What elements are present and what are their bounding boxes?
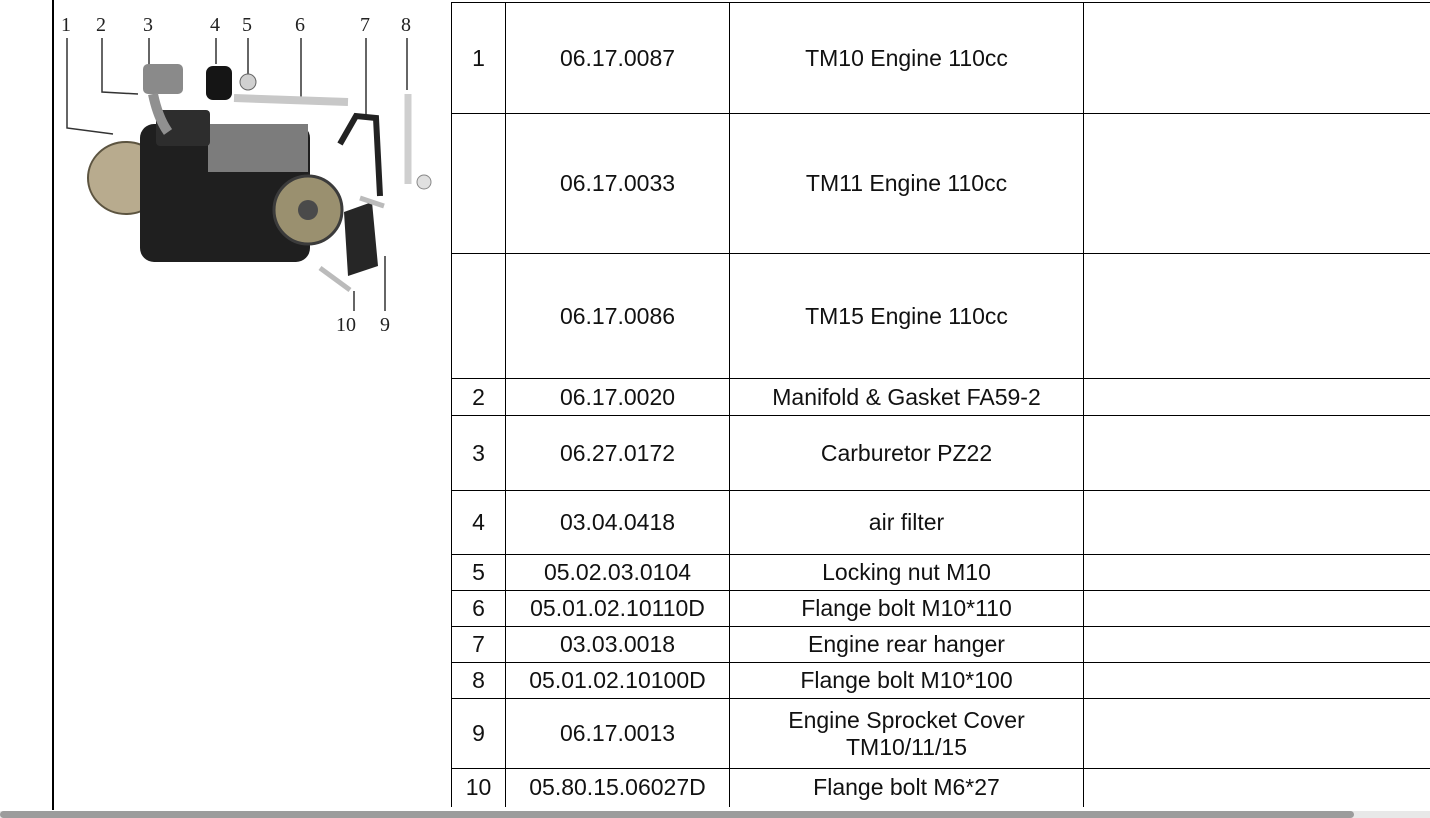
item-number-cell: 5	[452, 555, 506, 591]
table-row	[452, 627, 1430, 663]
part-name-cell: TM15 Engine 110cc	[730, 254, 1084, 379]
part-name-cell: TM10 Engine 110cc	[730, 3, 1084, 114]
callout-6: 6	[295, 14, 305, 36]
notes-cell	[1084, 699, 1430, 769]
callout-8: 8	[401, 14, 411, 36]
part-code-cell: 06.17.0033	[506, 114, 730, 254]
item-number-cell: 7	[452, 627, 506, 663]
table-row	[452, 416, 1430, 491]
table-row	[452, 254, 1430, 379]
notes-cell	[1084, 254, 1430, 379]
part-code-cell: 06.17.0020	[506, 379, 730, 416]
part-name-cell: Flange bolt M10*100	[730, 663, 1084, 699]
part-code-cell: 06.17.0086	[506, 254, 730, 379]
callout-10: 10	[336, 314, 356, 336]
table-row	[452, 699, 1430, 769]
notes-cell	[1084, 3, 1430, 114]
table-row	[452, 663, 1430, 699]
item-number-cell	[452, 254, 506, 379]
notes-cell	[1084, 416, 1430, 491]
item-number-cell: 10	[452, 769, 506, 807]
engine-exploded-diagram	[58, 6, 448, 346]
left-border-line	[52, 0, 54, 810]
part-name-cell: TM11 Engine 110cc	[730, 114, 1084, 254]
part-code-cell: 06.27.0172	[506, 416, 730, 491]
part-code-cell: 03.03.0018	[506, 627, 730, 663]
notes-cell	[1084, 491, 1430, 555]
callout-2: 2	[96, 14, 106, 36]
item-number-cell: 6	[452, 591, 506, 627]
item-number-cell: 1	[452, 3, 506, 114]
horizontal-scrollbar[interactable]	[0, 811, 1430, 818]
item-number-cell: 3	[452, 416, 506, 491]
scrollbar-thumb[interactable]	[0, 811, 1354, 818]
part-name-cell: Carburetor PZ22	[730, 416, 1084, 491]
callout-4: 4	[210, 14, 220, 36]
part-code-cell: 03.04.0418	[506, 491, 730, 555]
part-name-cell: Locking nut M10	[730, 555, 1084, 591]
table-row	[452, 3, 1430, 114]
part-name-cell: Engine rear hanger	[730, 627, 1084, 663]
item-number-cell: 4	[452, 491, 506, 555]
table-row	[452, 114, 1430, 254]
part-code-cell: 05.80.15.06027D	[506, 769, 730, 807]
notes-cell	[1084, 555, 1430, 591]
part-name-cell: air filter	[730, 491, 1084, 555]
callout-5: 5	[242, 14, 252, 36]
table-row	[452, 379, 1430, 416]
part-code-cell: 06.17.0087	[506, 3, 730, 114]
table-row	[452, 591, 1430, 627]
notes-cell	[1084, 769, 1430, 807]
engine-block-graphic	[88, 64, 431, 290]
notes-cell	[1084, 663, 1430, 699]
part-name-cell: Engine Sprocket Cover TM10/11/15	[730, 699, 1084, 769]
callout-3: 3	[143, 14, 153, 36]
item-number-cell: 8	[452, 663, 506, 699]
item-number-cell	[452, 114, 506, 254]
table-row	[452, 769, 1430, 807]
part-code-cell: 05.02.03.0104	[506, 555, 730, 591]
notes-cell	[1084, 379, 1430, 416]
part-code-cell: 05.01.02.10110D	[506, 591, 730, 627]
table-row	[452, 555, 1430, 591]
item-number-cell: 9	[452, 699, 506, 769]
notes-cell	[1084, 114, 1430, 254]
callout-7: 7	[360, 14, 370, 36]
part-code-cell: 05.01.02.10100D	[506, 663, 730, 699]
part-name-cell: Manifold & Gasket FA59-2	[730, 379, 1084, 416]
notes-cell	[1084, 591, 1430, 627]
item-number-cell: 2	[452, 379, 506, 416]
part-name-cell: Flange bolt M6*27	[730, 769, 1084, 807]
callout-1: 1	[61, 14, 71, 36]
callout-9: 9	[380, 314, 390, 336]
part-code-cell: 06.17.0013	[506, 699, 730, 769]
notes-cell	[1084, 627, 1430, 663]
table-row	[452, 491, 1430, 555]
parts-table	[451, 2, 1430, 807]
part-name-cell: Flange bolt M10*110	[730, 591, 1084, 627]
